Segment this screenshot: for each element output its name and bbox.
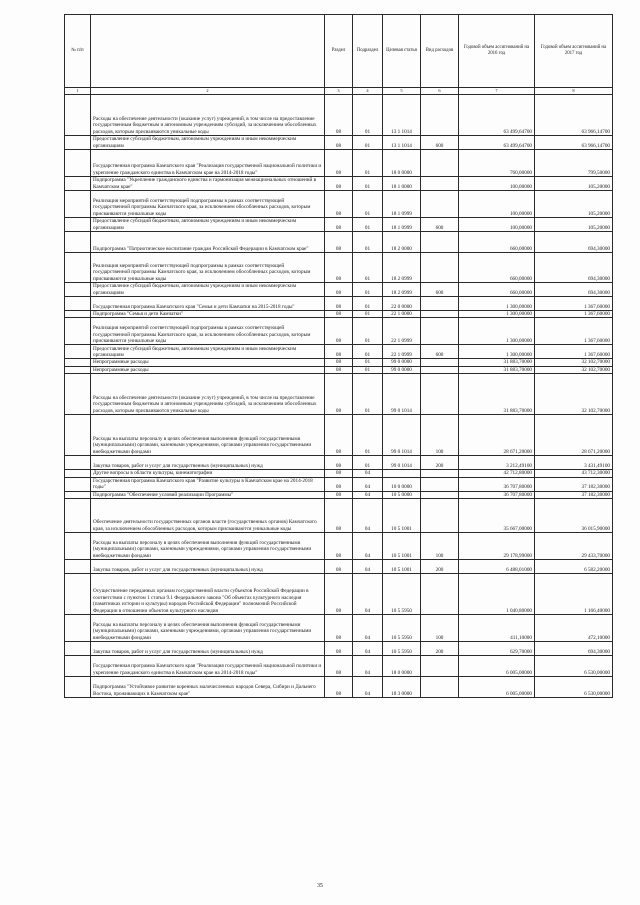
row-number — [65, 642, 91, 656]
row-razdel: 08 — [325, 359, 353, 366]
table-row — [65, 491, 613, 498]
row-razdel: 08 — [325, 533, 353, 560]
row-podrazdel: 04 — [353, 615, 383, 642]
row-number — [65, 560, 91, 574]
row-razdel: 08 — [325, 136, 353, 150]
row-amount-2017: 3 431,49100 — [535, 456, 613, 470]
row-amount-2017: 28 671,20000 — [535, 415, 613, 456]
row-vr — [421, 656, 459, 677]
row-amount-2017: 63 966,14700 — [535, 136, 613, 150]
row-amount-2016: 660,00000 — [459, 232, 535, 253]
column-number: 5 — [383, 88, 421, 95]
table-row — [65, 499, 613, 533]
table-row — [65, 656, 613, 677]
row-number — [65, 470, 91, 477]
row-name: Предоставление субсидий бюджетным, автономным учреждениям и иным некоммерческим организациям — [91, 218, 325, 232]
row-vr — [421, 191, 459, 218]
table-row — [65, 191, 613, 218]
row-csr: 10 5 5950 — [383, 642, 421, 656]
row-podrazdel: 01 — [353, 366, 383, 373]
row-csr: 22 1 0000 — [383, 311, 421, 318]
row-vr: 600 — [421, 136, 459, 150]
row-amount-2017: 105,20000 — [535, 218, 613, 232]
row-amount-2017: 29 433,70000 — [535, 533, 613, 560]
row-name: Закупка товаров, работ и услуг для государственных (муниципальных) нужд — [91, 642, 325, 656]
row-razdel: 08 — [325, 191, 353, 218]
row-vr: 200 — [421, 456, 459, 470]
row-vr — [421, 359, 459, 366]
row-razdel: 08 — [325, 318, 353, 345]
row-name: Государственная программа Камчатского края "Семья и дети Камчатки на 2015-2018 годы" — [91, 297, 325, 311]
row-amount-2016: 629,70000 — [459, 642, 535, 656]
row-number — [65, 191, 91, 218]
row-number — [65, 533, 91, 560]
table-header-row — [65, 15, 613, 88]
row-podrazdel: 01 — [353, 95, 383, 136]
row-name: Предоставление субсидий бюджетным, автономным учреждениям и иным некоммерческим организациям — [91, 283, 325, 297]
row-name: Государственная программа Камчатского края "Реализация государственной национальной политики и укрепление гражданского единства в Камчатском крае на 2014-2018 годы" — [91, 150, 325, 177]
row-number — [65, 677, 91, 698]
row-amount-2016: 660,00000 — [459, 283, 535, 297]
table-row — [65, 232, 613, 253]
row-podrazdel: 04 — [353, 499, 383, 533]
row-vr: 100 — [421, 533, 459, 560]
row-amount-2016: 29 178,99000 — [459, 533, 535, 560]
row-razdel: 08 — [325, 456, 353, 470]
row-number — [65, 283, 91, 297]
row-csr — [383, 470, 421, 477]
header-2016: Годовой объем ассигнований на 2016 год — [459, 15, 535, 88]
row-vr — [421, 366, 459, 373]
row-podrazdel: 01 — [353, 136, 383, 150]
row-vr — [421, 95, 459, 136]
column-number: 6 — [421, 88, 459, 95]
header-csr: Целевая статья — [383, 15, 421, 88]
row-razdel: 08 — [325, 366, 353, 373]
row-amount-2016: 100,00000 — [459, 191, 535, 218]
row-name: Обеспечение деятельности государственных органов власти (государственных органов) Камчатского края, за исключением обособленных расходов, которым присваиваются уникальные коды — [91, 499, 325, 533]
row-podrazdel: 04 — [353, 477, 383, 491]
row-amount-2017: 799,50000 — [535, 150, 613, 177]
row-amount-2016: 63 499,64700 — [459, 136, 535, 150]
column-number: 7 — [459, 88, 535, 95]
row-csr: 10 5 0000 — [383, 491, 421, 498]
row-csr: 13 1 1014 — [383, 95, 421, 136]
table-row — [65, 359, 613, 366]
row-number — [65, 615, 91, 642]
row-vr — [421, 253, 459, 283]
budget-table — [64, 14, 613, 698]
row-amount-2017: 472,10000 — [535, 615, 613, 642]
table-row — [65, 615, 613, 642]
row-amount-2016: 100,00000 — [459, 218, 535, 232]
table-row — [65, 560, 613, 574]
row-podrazdel: 01 — [353, 345, 383, 359]
row-vr: 200 — [421, 560, 459, 574]
header-podrazdel: Подраздел — [353, 15, 383, 88]
row-amount-2017: 43 712,30000 — [535, 470, 613, 477]
row-name: Государственная программа Камчатского края "Развитие культуры в Камчатском крае на 2014-2018 годы" — [91, 477, 325, 491]
row-amount-2017: 32 102,70000 — [535, 374, 613, 415]
row-csr: 18 0 0000 — [383, 656, 421, 677]
row-vr — [421, 470, 459, 477]
row-csr: 18 1 0999 — [383, 218, 421, 232]
row-amount-2016: 36 707,80000 — [459, 491, 535, 498]
row-number — [65, 345, 91, 359]
row-amount-2017: 36 015,90000 — [535, 499, 613, 533]
row-name: Реализация мероприятий соответствующей подпрограммы в рамках соответствующей государственной программы Камчатского края, за исключением обособленных расходов, которым присваиваются уникальные коды — [91, 191, 325, 218]
table-row — [65, 456, 613, 470]
row-number — [65, 491, 91, 498]
row-name: Осуществление переданных органам государственной власти субъектов Российской Федерации в соответствии с пунктом 1 статьи 9.1 Федерального закона "Об объектах культурного наследия (памятниках истории и культуры) народов Российской Федерации" полномочий Российской Федерации в отношении объектов культурного наследия — [91, 574, 325, 615]
row-name: Расходы на выплаты персоналу в целях обеспечения выполнения функций государственными (муниципальными) органами, казенными учреждениями, органами управления государственными внебюджетными фондами — [91, 615, 325, 642]
row-razdel: 08 — [325, 677, 353, 698]
row-podrazdel: 04 — [353, 656, 383, 677]
row-razdel: 08 — [325, 311, 353, 318]
header-razdel: Раздел — [325, 15, 353, 88]
row-amount-2017: 694,30000 — [535, 642, 613, 656]
table-row — [65, 470, 613, 477]
row-amount-2016: 6 005,00000 — [459, 677, 535, 698]
column-number: 3 — [325, 88, 353, 95]
row-podrazdel: 01 — [353, 297, 383, 311]
row-vr — [421, 150, 459, 177]
row-number — [65, 232, 91, 253]
table-row — [65, 677, 613, 698]
table-row — [65, 253, 613, 283]
row-vr — [421, 477, 459, 491]
table-row — [65, 311, 613, 318]
row-amount-2016: 28 671,20000 — [459, 415, 535, 456]
row-name: Подпрограмма "Обеспечение условий реализации Программы" — [91, 491, 325, 498]
row-name: Реализация мероприятий соответствующей подпрограммы в рамках соответствующей государственной программы Камчатского края, за исключением обособленных расходов, которым присваиваются уникальные коды — [91, 253, 325, 283]
row-podrazdel: 01 — [353, 374, 383, 415]
row-csr: 99 0 1014 — [383, 415, 421, 456]
row-amount-2017: 6 582,20000 — [535, 560, 613, 574]
column-number: 2 — [91, 88, 325, 95]
row-number — [65, 415, 91, 456]
row-csr: 18 2 0000 — [383, 232, 421, 253]
table-row — [65, 477, 613, 491]
row-csr: 22 0 0000 — [383, 297, 421, 311]
page-number: 35 — [317, 883, 323, 889]
row-amount-2017: 1 166,40000 — [535, 574, 613, 615]
row-amount-2016: 35 667,00000 — [459, 499, 535, 533]
row-csr: 10 5 1001 — [383, 533, 421, 560]
row-razdel: 08 — [325, 477, 353, 491]
row-podrazdel: 04 — [353, 533, 383, 560]
row-csr: 18 1 0000 — [383, 177, 421, 191]
row-number — [65, 95, 91, 136]
header-2017: Годовой объем ассигнований на 2017 год — [535, 15, 613, 88]
table-row — [65, 95, 613, 136]
row-csr: 10 5 1001 — [383, 560, 421, 574]
header-num: № п/п — [65, 15, 91, 88]
row-podrazdel: 01 — [353, 232, 383, 253]
table-row — [65, 374, 613, 415]
row-podrazdel: 04 — [353, 642, 383, 656]
row-amount-2017: 6 530,00000 — [535, 677, 613, 698]
row-amount-2017: 694,30000 — [535, 283, 613, 297]
row-name: Государственная программа Камчатского края "Реализация государственной национальной политики и укрепление гражданского единства в Камчатском крае на 2014-2018 годы" — [91, 656, 325, 677]
row-podrazdel: 01 — [353, 359, 383, 366]
row-amount-2016: 31 883,70000 — [459, 359, 535, 366]
column-number: 1 — [65, 88, 91, 95]
row-podrazdel: 01 — [353, 177, 383, 191]
row-csr: 18 1 0999 — [383, 191, 421, 218]
table-row — [65, 283, 613, 297]
row-amount-2017: 32 102,70000 — [535, 366, 613, 373]
row-amount-2017: 105,20000 — [535, 191, 613, 218]
row-number — [65, 297, 91, 311]
row-amount-2017: 37 182,30000 — [535, 477, 613, 491]
row-vr — [421, 177, 459, 191]
row-vr — [421, 297, 459, 311]
row-podrazdel: 04 — [353, 491, 383, 498]
row-csr: 99 0 0000 — [383, 359, 421, 366]
row-csr: 99 0 0000 — [383, 366, 421, 373]
row-csr: 10 5 1001 — [383, 499, 421, 533]
row-podrazdel: 01 — [353, 318, 383, 345]
row-razdel: 08 — [325, 574, 353, 615]
row-vr: 600 — [421, 218, 459, 232]
row-number — [65, 499, 91, 533]
row-razdel: 08 — [325, 253, 353, 283]
column-number-row — [65, 88, 613, 95]
row-amount-2016: 3 212,49100 — [459, 456, 535, 470]
row-amount-2017: 1 367,60000 — [535, 311, 613, 318]
row-amount-2017: 6 530,00000 — [535, 656, 613, 677]
row-vr: 100 — [421, 615, 459, 642]
row-amount-2017: 37 182,30000 — [535, 491, 613, 498]
row-razdel: 08 — [325, 499, 353, 533]
row-amount-2016: 1 300,00000 — [459, 318, 535, 345]
table-row — [65, 136, 613, 150]
row-csr: 18 0 0000 — [383, 150, 421, 177]
row-csr: 18 2 0999 — [383, 253, 421, 283]
row-amount-2016: 760,00000 — [459, 150, 535, 177]
row-vr — [421, 574, 459, 615]
row-amount-2017: 32 102,70000 — [535, 359, 613, 366]
row-podrazdel: 04 — [353, 560, 383, 574]
row-number — [65, 574, 91, 615]
row-amount-2016: 411,10000 — [459, 615, 535, 642]
table-row — [65, 318, 613, 345]
row-name: Другие вопросы в области культуры, кинематографии — [91, 470, 325, 477]
row-amount-2016: 6 005,00000 — [459, 656, 535, 677]
row-razdel: 08 — [325, 232, 353, 253]
row-name: Закупка товаров, работ и услуг для государственных (муниципальных) нужд — [91, 560, 325, 574]
row-razdel: 08 — [325, 560, 353, 574]
row-csr: 18 3 0000 — [383, 677, 421, 698]
row-vr — [421, 374, 459, 415]
header-vr: Вид расходов — [421, 15, 459, 88]
row-amount-2017: 105,20000 — [535, 177, 613, 191]
row-amount-2016: 36 707,80000 — [459, 477, 535, 491]
row-number — [65, 359, 91, 366]
row-razdel: 08 — [325, 415, 353, 456]
row-razdel: 08 — [325, 283, 353, 297]
row-name: Непрограммные расходы — [91, 359, 325, 366]
table-row — [65, 218, 613, 232]
row-amount-2016: 42 712,80000 — [459, 470, 535, 477]
row-number — [65, 374, 91, 415]
row-name: Подпрограмма "Патриотическое воспитание граждан Российской Федерации в Камчатском крае" — [91, 232, 325, 253]
row-amount-2016: 1 040,80000 — [459, 574, 535, 615]
table-row — [65, 574, 613, 615]
row-name: Реализация мероприятий соответствующей подпрограммы в рамках соответствующей государственной программы Камчатского края, за исключением обособленных расходов, которым присваиваются уникальные коды — [91, 318, 325, 345]
table-row — [65, 150, 613, 177]
row-name: Подпрограмма "Семья и дети Камчатки" — [91, 311, 325, 318]
row-podrazdel: 01 — [353, 150, 383, 177]
row-csr: 99 0 1014 — [383, 456, 421, 470]
header-name — [91, 15, 325, 88]
row-amount-2017: 63 966,14700 — [535, 95, 613, 136]
row-podrazdel: 04 — [353, 677, 383, 698]
row-vr — [421, 232, 459, 253]
row-vr — [421, 311, 459, 318]
row-amount-2017: 694,30000 — [535, 253, 613, 283]
row-name: Предоставление субсидий бюджетным, автономным учреждениям и иным некоммерческим организациям — [91, 345, 325, 359]
row-number — [65, 177, 91, 191]
row-csr: 22 1 0999 — [383, 345, 421, 359]
row-razdel: 08 — [325, 491, 353, 498]
row-amount-2016: 1 300,00000 — [459, 311, 535, 318]
row-podrazdel: 01 — [353, 283, 383, 297]
table-row — [65, 642, 613, 656]
row-amount-2017: 1 367,60000 — [535, 318, 613, 345]
row-vr: 100 — [421, 415, 459, 456]
row-amount-2016: 31 883,70000 — [459, 366, 535, 373]
row-name: Расходы на выплаты персоналу в целях обеспечения выполнения функций государственными (муниципальными) органами, казенными учреждениями, органами управления государственными внебюджетными фондами — [91, 533, 325, 560]
table-row — [65, 366, 613, 373]
row-name: Подпрограмма "Укрепление гражданского единства и гармонизация межнациональных отношений в Камчатском крае" — [91, 177, 325, 191]
row-vr — [421, 491, 459, 498]
row-razdel: 08 — [325, 345, 353, 359]
row-podrazdel: 04 — [353, 470, 383, 477]
row-csr: 10 0 0000 — [383, 477, 421, 491]
row-amount-2016: 31 883,70000 — [459, 374, 535, 415]
row-number — [65, 477, 91, 491]
row-csr: 99 0 1014 — [383, 374, 421, 415]
row-csr: 10 5 5950 — [383, 615, 421, 642]
table-row — [65, 345, 613, 359]
row-vr: 600 — [421, 345, 459, 359]
row-razdel: 08 — [325, 177, 353, 191]
row-number — [65, 136, 91, 150]
row-amount-2016: 1 300,00000 — [459, 297, 535, 311]
row-vr: 200 — [421, 642, 459, 656]
row-name: Расходы на выплаты персоналу в целях обеспечения выполнения функций государственными (муниципальными) органами, казенными учреждениями, органами управления государственными внебюджетными фондами — [91, 415, 325, 456]
row-number — [65, 656, 91, 677]
row-amount-2016: 1 300,00000 — [459, 345, 535, 359]
row-amount-2016: 660,00000 — [459, 253, 535, 283]
row-name: Расходы на обеспечение деятельности (оказание услуг) учреждений, в том числе на предоставление государственным бюджетным и автономным учреждениям субсидий, за исключением обособленных расходов, которым присваиваются уникальные коды — [91, 374, 325, 415]
row-amount-2017: 1 367,60000 — [535, 297, 613, 311]
row-razdel: 08 — [325, 656, 353, 677]
row-name: Непрограммные расходы — [91, 366, 325, 373]
row-razdel: 08 — [325, 218, 353, 232]
row-podrazdel: 04 — [353, 574, 383, 615]
row-podrazdel: 01 — [353, 253, 383, 283]
row-podrazdel: 01 — [353, 456, 383, 470]
row-amount-2016: 6 488,01000 — [459, 560, 535, 574]
row-razdel: 08 — [325, 615, 353, 642]
row-podrazdel: 01 — [353, 311, 383, 318]
row-name: Закупка товаров, работ и услуг для государственных (муниципальных) нужд — [91, 456, 325, 470]
row-number — [65, 150, 91, 177]
row-amount-2016: 100,00000 — [459, 177, 535, 191]
row-number — [65, 318, 91, 345]
row-razdel: 08 — [325, 297, 353, 311]
row-vr — [421, 499, 459, 533]
row-amount-2017: 694,30000 — [535, 232, 613, 253]
table-row — [65, 177, 613, 191]
row-razdel: 08 — [325, 642, 353, 656]
row-vr — [421, 318, 459, 345]
row-number — [65, 253, 91, 283]
row-csr: 22 1 0999 — [383, 318, 421, 345]
row-name: Подпрограмма "Устойчивое развитие коренных малочисленных народов Севера, Сибири и Дальнего Востока, проживающих в Камчатском крае" — [91, 677, 325, 698]
row-podrazdel: 01 — [353, 415, 383, 456]
row-number — [65, 366, 91, 373]
row-csr: 10 5 5950 — [383, 574, 421, 615]
row-number — [65, 456, 91, 470]
row-podrazdel: 01 — [353, 191, 383, 218]
row-name: Предоставление субсидий бюджетным, автономным учреждениям и иным некоммерческим организациям — [91, 136, 325, 150]
table-row — [65, 297, 613, 311]
row-number — [65, 218, 91, 232]
row-csr: 13 1 1014 — [383, 136, 421, 150]
column-number: 4 — [353, 88, 383, 95]
row-vr: 600 — [421, 283, 459, 297]
column-number: 8 — [535, 88, 613, 95]
row-razdel: 08 — [325, 95, 353, 136]
row-razdel: 08 — [325, 470, 353, 477]
table-row — [65, 415, 613, 456]
row-amount-2017: 1 367,60000 — [535, 345, 613, 359]
row-razdel: 08 — [325, 374, 353, 415]
row-csr: 18 2 0999 — [383, 283, 421, 297]
row-name: Расходы на обеспечение деятельности (оказание услуг) учреждений, в том числе на предоставление государственным бюджетным и автономным учреждениям субсидий, за исключением обособленных расходов, которым присваиваются уникальные коды — [91, 95, 325, 136]
row-number — [65, 311, 91, 318]
row-razdel: 08 — [325, 150, 353, 177]
table-row — [65, 533, 613, 560]
row-amount-2016: 63 499,64700 — [459, 95, 535, 136]
row-vr — [421, 677, 459, 698]
row-podrazdel: 01 — [353, 218, 383, 232]
